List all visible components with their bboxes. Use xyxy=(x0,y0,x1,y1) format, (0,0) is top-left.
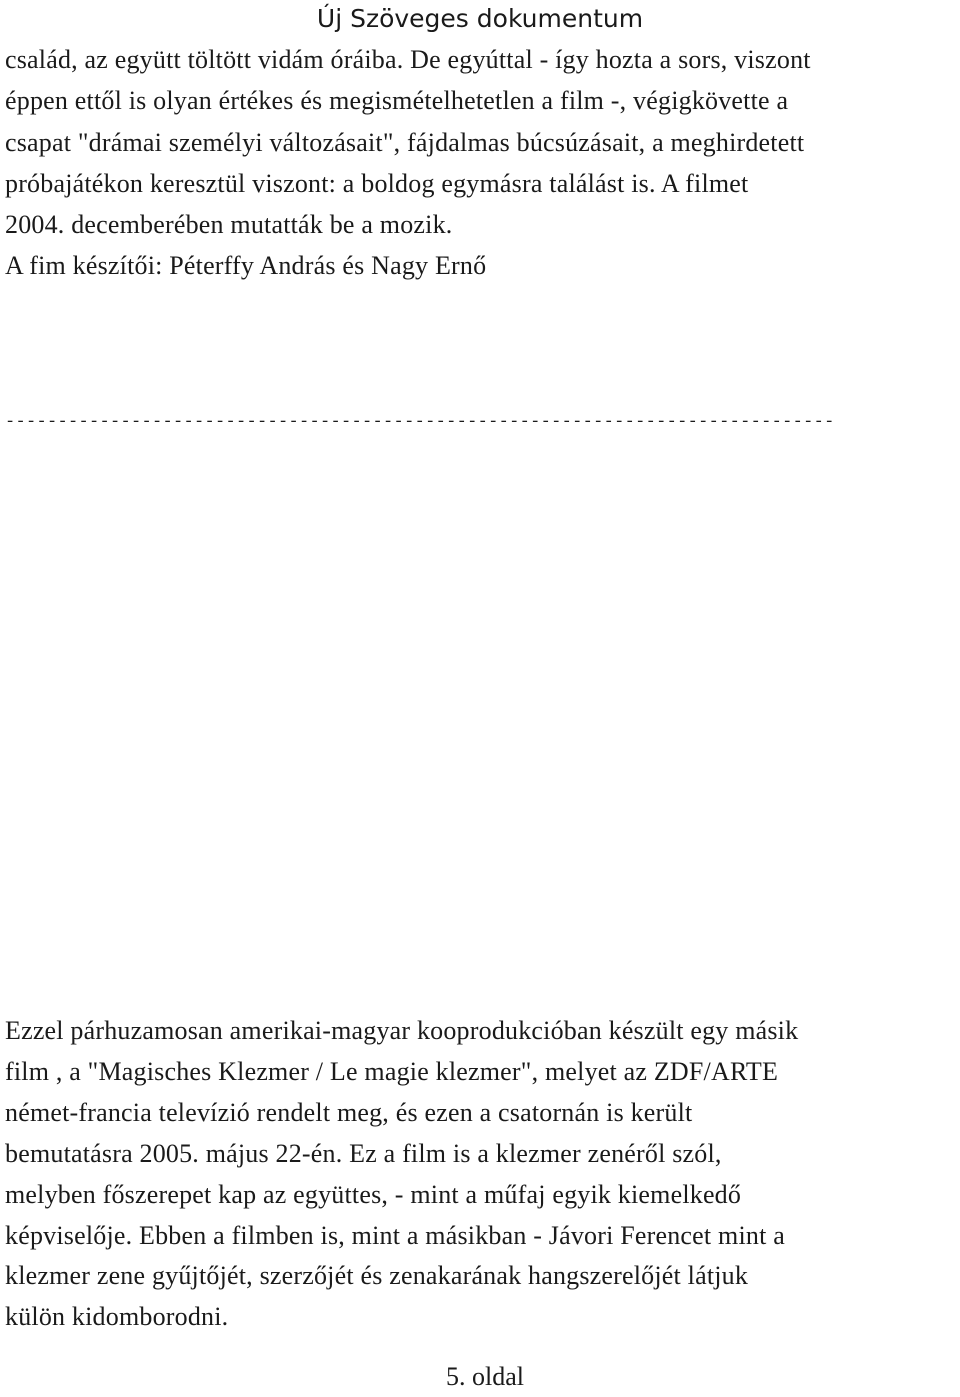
paragraph-bottom xyxy=(5,1011,955,1338)
text-line: külön kidomborodni. xyxy=(5,1302,229,1332)
text-line: klezmer zene gyűjtőjét, szerzőjét és zenakarának hangszerelőjét látjuk xyxy=(5,1261,749,1291)
paragraph-top xyxy=(5,39,955,287)
text-line: bemutatásra 2005. május 22-én. Ez a film is a klezmer zenéről szól, xyxy=(5,1138,722,1168)
text-line: A fim készítői: Péterffy András és Nagy Ernő xyxy=(5,251,487,281)
document-title: Új Szöveges dokumentum xyxy=(316,4,644,33)
dashed-separator: ------------------------------------------------------------------------------- xyxy=(5,413,835,432)
text-line: 2004. decemberében mutatták be a mozik. xyxy=(5,210,453,240)
text-line: család, az együtt töltött vidám óráiba. De egyúttal - így hozta a sors, viszont xyxy=(5,45,811,74)
text-line: próbajátékon keresztül viszont: a boldog egymásra találást is. A filmet xyxy=(5,168,749,198)
text-line: éppen ettől is olyan értékes és megismételhetetlen a film -, végigkövette a xyxy=(5,86,789,116)
text-line: csapat "drámai személyi változásait", fájdalmas búcsúzásait, a meghirdetett xyxy=(5,127,805,157)
text-line: film , a "Magisches Klezmer / Le magie klezmer", melyet az ZDF/ARTE xyxy=(5,1056,779,1086)
text-line: melyben főszerepet kap az együttes, - mint a műfaj egyik kiemelkedő xyxy=(5,1179,742,1209)
text-line: képviselője. Ebben a filmben is, mint a másikban - Jávori Ferencet mint a xyxy=(5,1220,785,1250)
text-line: Ezzel párhuzamosan amerikai-magyar kooprodukcióban készült egy másik xyxy=(5,1016,799,1045)
page-number: 5. oldal xyxy=(446,1362,524,1391)
text-line: német-francia televízió rendelt meg, és ezen a csatornán is került xyxy=(5,1097,693,1127)
